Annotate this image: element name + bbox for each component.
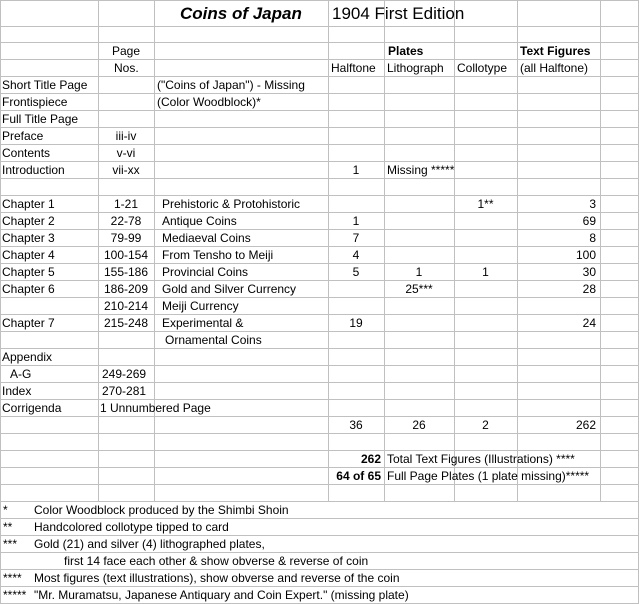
row-label: Full Title Page [2,112,79,126]
row-pages: 100-154 [103,248,149,262]
footnote-mark: ** [3,520,13,534]
row-figs: 8 [589,231,596,245]
total-text-figures-label: Total Text Figures (Illustrations) **** [387,452,575,466]
footnote-text: Color Woodblock produced by the Shimbi Shoin [34,503,289,517]
total-figs: 262 [575,418,596,432]
grid-hline [0,484,639,485]
footnote-mark: **** [3,571,22,585]
grid-hline [0,26,639,27]
row-pages: iii-iv [115,129,137,143]
grid-hline [0,433,639,434]
header-collotype: Collotype [457,61,508,75]
row-label: Index [2,384,32,398]
row-lithograph: 1 [415,265,423,279]
grid-vline [0,0,1,604]
row-label: Chapter 5 [2,265,55,279]
row-note: (Color Woodblock)* [157,95,261,109]
row-label: Appendix [2,350,53,364]
title-sub: 1904 First Edition [332,4,465,23]
row-label: Chapter 1 [2,197,55,211]
total-text-figures-value: 262 [360,452,381,466]
grid-hline [0,382,639,383]
total-halftone: 36 [349,418,363,432]
full-page-plates-label: Full Page Plates (1 plate missing)***** [387,469,590,483]
row-pages: 1 Unnumbered Page [100,401,211,415]
row-figs: 28 [582,282,596,296]
row-label: Chapter 7 [2,316,55,330]
grid-hline [0,93,639,94]
row-desc: Experimental & [162,316,244,330]
row-pages: 22-78 [110,214,142,228]
row-halftone: 7 [352,231,360,245]
row-label: Chapter 6 [2,282,55,296]
row-desc: Gold and Silver Currency [162,282,297,296]
grid-hline [0,178,639,179]
row-pages: 155-186 [103,265,149,279]
row-lithograph: 25*** [405,282,433,296]
row-halftone: 1 [352,214,360,228]
footnote-mark: * [3,503,8,517]
row-desc: Meiji Currency [162,299,239,313]
header-halftone: Halftone [331,61,376,75]
row-figs: 69 [582,214,596,228]
header-text-figures: Text Figures [520,44,591,58]
row-pages: 210-214 [103,299,149,313]
row-collotype: 1** [477,197,494,211]
footnote-text: Gold (21) and silver (4) lithographed plates, [34,537,265,551]
footnote-mark: ***** [3,588,27,602]
footnote-text: first 14 face each other & show obverse & reverse of coin [64,554,369,568]
row-label: Contents [2,146,51,160]
row-pages: 186-209 [103,282,149,296]
row-lithograph: Missing ***** [387,163,455,177]
title-main: Coins of Japan [180,4,302,23]
row-label: Corrigenda [2,401,62,415]
grid-hline [0,144,639,145]
row-desc: Mediaeval Coins [162,231,251,245]
row-desc: Prehistoric & Protohistoric [162,197,301,211]
row-label: Preface [2,129,44,143]
row-pages: v-vi [116,146,136,160]
row-pages: 1-21 [113,197,139,211]
total-collotype: 2 [482,418,489,432]
row-halftone: 4 [352,248,360,262]
row-label: Chapter 3 [2,231,55,245]
row-desc-continued: Ornamental Coins [165,333,262,347]
row-collotype: 1 [482,265,489,279]
grid-hline [0,348,639,349]
row-label: Chapter 4 [2,248,55,262]
grid-hline [0,110,639,111]
grid-hline [0,161,639,162]
row-label: Introduction [2,163,65,177]
row-pages: 215-248 [103,316,149,330]
grid-hline [0,297,639,298]
footnote-text: "Mr. Muramatsu, Japanese Antiquary and Coin Expert." (missing plate) [34,588,409,602]
header-page: Page [112,44,141,58]
grid-hline [0,331,639,332]
row-desc: Antique Coins [162,214,237,228]
header-lithograph: Lithograph [387,61,444,75]
row-figs: 3 [589,197,596,211]
row-label: Short Title Page [2,78,88,92]
row-label: A-G [10,367,32,381]
footnote-mark: *** [3,537,18,551]
grid-hline [0,76,639,77]
grid-hline [0,365,639,366]
grid-hline [0,127,639,128]
total-lithograph: 26 [412,418,426,432]
grid-hline [0,0,639,1]
row-note: ("Coins of Japan") - Missing [157,78,305,92]
row-pages: 79-99 [110,231,142,245]
footnote-text: Handcolored collotype tipped to card [34,520,229,534]
row-label: Chapter 2 [2,214,55,228]
row-halftone: 5 [352,265,360,279]
row-desc: Provincial Coins [162,265,249,279]
full-page-plates-value: 64 of 65 [336,469,381,483]
header-all-halftone: (all Halftone) [520,61,589,75]
grid-hline [0,399,639,400]
row-desc: From Tensho to Meiji [162,248,274,262]
row-pages: vii-xx [112,163,140,177]
header-nos: Nos. [114,61,139,75]
row-figs: 100 [575,248,596,262]
row-figs: 30 [582,265,596,279]
footnote-text: Most figures (text illustrations), show obverse and reverse of the coin [34,571,400,585]
row-halftone: 1 [352,163,360,177]
row-figs: 24 [582,316,596,330]
header-plates: Plates [388,44,424,58]
row-pages: 270-281 [102,384,147,398]
row-pages: 249-269 [102,367,147,381]
row-label: Frontispiece [2,95,68,109]
row-halftone: 19 [349,316,363,330]
